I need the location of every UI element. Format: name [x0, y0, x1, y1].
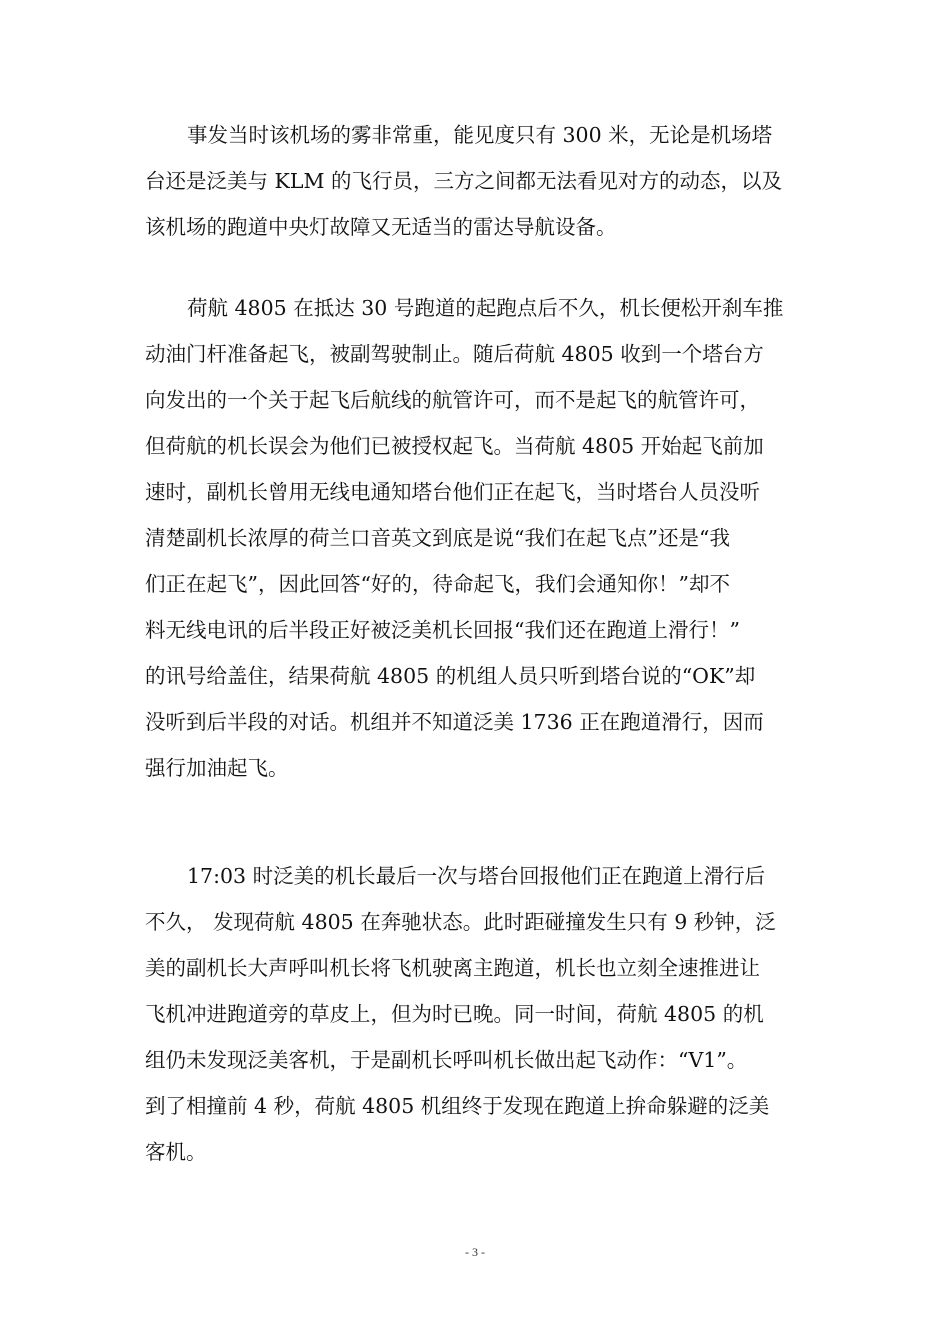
- paragraph-line: 飞机冲进跑道旁的草皮上，但为时已晚。同一时间，荷航 4805 的机: [145, 1002, 764, 1026]
- paragraph-line: 17:03 时泛美的机长最后一次与塔台回报他们正在跑道上滑行后: [187, 864, 766, 888]
- paragraph-line: 到了相撞前 4 秒，荷航 4805 机组终于发现在跑道上拚命躲避的泛美: [145, 1094, 770, 1118]
- paragraph-line: 但荷航的机长误会为他们已被授权起飞。当荷航 4805 开始起飞前加: [145, 434, 764, 458]
- paragraph-line: 速时，副机长曾用无线电通知塔台他们正在起飞，当时塔台人员没听: [145, 480, 760, 504]
- paragraph-2: [145, 285, 807, 791]
- paragraph-line: 该机场的跑道中央灯故障又无适当的雷达导航设备。: [145, 215, 617, 239]
- paragraph-line: 美的副机长大声呼叫机长将飞机驶离主跑道，机长也立刻全速推进让: [145, 956, 760, 980]
- paragraph-line: 动油门杆准备起飞，被副驾驶制止。随后荷航 4805 收到一个塔台方: [145, 342, 764, 366]
- paragraph-line: 没听到后半段的对话。机组并不知道泛美 1736 正在跑道滑行，因而: [145, 710, 764, 734]
- paragraph-line: 台还是泛美与 KLM 的飞行员，三方之间都无法看见对方的动态，以及: [145, 169, 782, 193]
- paragraph-3: [145, 853, 807, 1175]
- paragraph-line: 的讯号给盖住，结果荷航 4805 的机组人员只听到塔台说的“OK”却: [145, 664, 756, 688]
- paragraph-line: 组仍未发现泛美客机，于是副机长呼叫机长做出起飞动作：“V1”。: [145, 1048, 748, 1072]
- paragraph-line: 向发出的一个关于起飞后航线的航管许可，而不是起飞的航管许可，: [145, 388, 760, 412]
- page-number: - 3 -: [465, 1245, 485, 1259]
- paragraph-line: 强行加油起飞。: [145, 756, 289, 780]
- paragraph-line: 荷航 4805 在抵达 30 号跑道的起跑点后不久，机长便松开刹车推: [187, 296, 784, 320]
- paragraph-line: 不久， 发现荷航 4805 在奔驰状态。此时距碰撞发生只有 9 秒钟，泛: [145, 910, 776, 934]
- paragraph-line: 事发当时该机场的雾非常重，能见度只有 300 米，无论是机场塔: [187, 123, 773, 147]
- paragraph-line: 清楚副机长浓厚的荷兰口音英文到底是说“我们在起飞点”还是“我: [145, 526, 730, 550]
- paragraph-line: 们正在起飞”，因此回答“好的，待命起飞，我们会通知你！”却不: [145, 572, 730, 596]
- paragraph-line: 客机。: [145, 1140, 207, 1164]
- paragraph-line: 料无线电讯的后半段正好被泛美机长回报“我们还在跑道上滑行！”: [145, 618, 740, 642]
- paragraph-1: [145, 112, 807, 250]
